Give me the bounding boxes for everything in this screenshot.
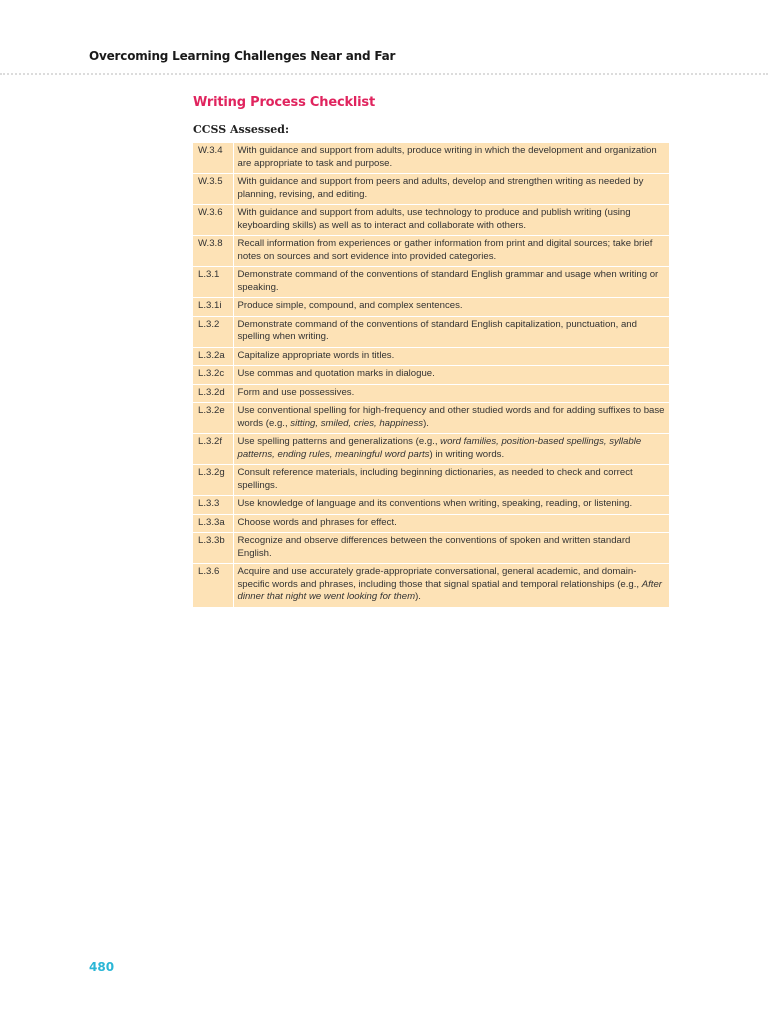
standard-description <box>233 465 669 496</box>
standard-description <box>233 174 669 205</box>
table-row <box>193 236 669 267</box>
standard-code: L.3.2g <box>193 465 233 496</box>
standard-description <box>233 496 669 515</box>
table-row <box>193 316 669 347</box>
standard-code: L.3.2d <box>193 384 233 403</box>
standard-code: L.3.2c <box>193 366 233 385</box>
standard-description <box>233 384 669 403</box>
description-text: ) in writing words. <box>429 448 505 460</box>
standard-code: W.3.8 <box>193 236 233 267</box>
description-text: Use spelling patterns and generalizations (e.g., <box>237 436 441 447</box>
table-row <box>193 514 669 533</box>
standard-description <box>233 347 669 366</box>
description-text: Recognize and observe differences between the conventions of spoken and written standard English. <box>237 535 631 559</box>
standard-description <box>233 533 669 564</box>
table-row <box>193 564 669 608</box>
table-row <box>193 465 669 496</box>
standard-description <box>233 143 669 174</box>
standard-code: L.3.3b <box>193 533 233 564</box>
standard-code: L.3.6 <box>193 564 233 608</box>
description-text: Form and use possessives. <box>237 386 355 398</box>
running-head: Overcoming Learning Challenges Near and Far <box>89 49 396 63</box>
description-text: Consult reference materials, including beginning dictionaries, as needed to check and correct spellings. <box>237 467 633 491</box>
table-row <box>193 434 669 465</box>
standard-code: L.3.1i <box>193 298 233 317</box>
header-divider <box>0 73 768 75</box>
table-row <box>193 403 669 434</box>
description-text: Recall information from experiences or gather information from print and digital sources; take brief notes on sources and sort evidence into provided categories. <box>237 238 653 262</box>
description-text: Capitalize appropriate words in titles. <box>237 349 395 361</box>
table-row <box>193 174 669 205</box>
italic-example-text: sitting, smiled, cries, happiness <box>290 417 424 429</box>
table-row <box>193 496 669 515</box>
description-text: With guidance and support from peers and adults, develop and strengthen writing as needed by planning, revising, and editing. <box>237 176 644 200</box>
italic-example-text: After dinner that night we went looking for them <box>237 578 662 602</box>
standard-code: L.3.2f <box>193 434 233 465</box>
standard-description <box>233 403 669 434</box>
table-row <box>193 384 669 403</box>
standard-description <box>233 205 669 236</box>
table-row <box>193 205 669 236</box>
table-row <box>193 143 669 174</box>
standards-table-body <box>193 143 669 607</box>
description-text: Use commas and quotation marks in dialogue. <box>237 368 435 379</box>
description-text: Produce simple, compound, and complex sentences. <box>237 300 463 311</box>
description-text: Choose words and phrases for effect. <box>237 516 397 528</box>
standard-description <box>233 366 669 385</box>
standard-code: W.3.6 <box>193 205 233 236</box>
standard-code: W.3.5 <box>193 174 233 205</box>
standard-code: L.3.3a <box>193 514 233 533</box>
standard-code: L.3.2e <box>193 403 233 434</box>
standard-code: L.3.2a <box>193 347 233 366</box>
description-text: Demonstrate command of the conventions of standard English grammar and usage when writing or speaking. <box>237 269 659 293</box>
standard-description <box>233 298 669 317</box>
page-number: 480 <box>89 960 115 974</box>
section-title: Writing Process Checklist <box>193 95 375 110</box>
description-text: With guidance and support from adults, produce writing in which the development and organization are appropriate to task and purpose. <box>237 145 657 169</box>
description-text: ). <box>423 417 429 429</box>
standard-description <box>233 434 669 465</box>
standard-description <box>233 316 669 347</box>
table-row <box>193 347 669 366</box>
description-text: Demonstrate command of the conventions of standard English capitalization, punctuation, and spelling when writing. <box>237 318 637 342</box>
standard-description <box>233 514 669 533</box>
description-text: ). <box>415 591 421 602</box>
italic-example-text: word families, position-based spellings, syllable patterns, ending rules, meaningful word parts <box>237 436 642 460</box>
table-row <box>193 267 669 298</box>
standard-code: L.3.3 <box>193 496 233 515</box>
standard-description <box>233 267 669 298</box>
description-text: Use conventional spelling for high-frequency and other studied words and for adding suffixes to base words (e.g., <box>237 405 665 429</box>
description-text: Use knowledge of language and its conventions when writing, speaking, reading, or listening. <box>237 498 633 509</box>
standard-code: L.3.1 <box>193 267 233 298</box>
standard-description <box>233 236 669 267</box>
description-text: With guidance and support from adults, use technology to produce and publish writing (using keyboarding skills) as well as to interact and collaborate with others. <box>237 207 631 231</box>
description-text: Acquire and use accurately grade-appropriate conversational, general academic, and domain-specific words and phrases, including those that signal spatial and temporal relationships (e.g., <box>237 566 642 590</box>
ccss-standards-table <box>193 143 669 608</box>
table-row <box>193 533 669 564</box>
standard-code: L.3.2 <box>193 316 233 347</box>
standard-code: W.3.4 <box>193 143 233 174</box>
standard-description <box>233 564 669 608</box>
table-row <box>193 298 669 317</box>
table-row <box>193 366 669 385</box>
ccss-assessed-label: CCSS Assessed: <box>193 123 290 136</box>
